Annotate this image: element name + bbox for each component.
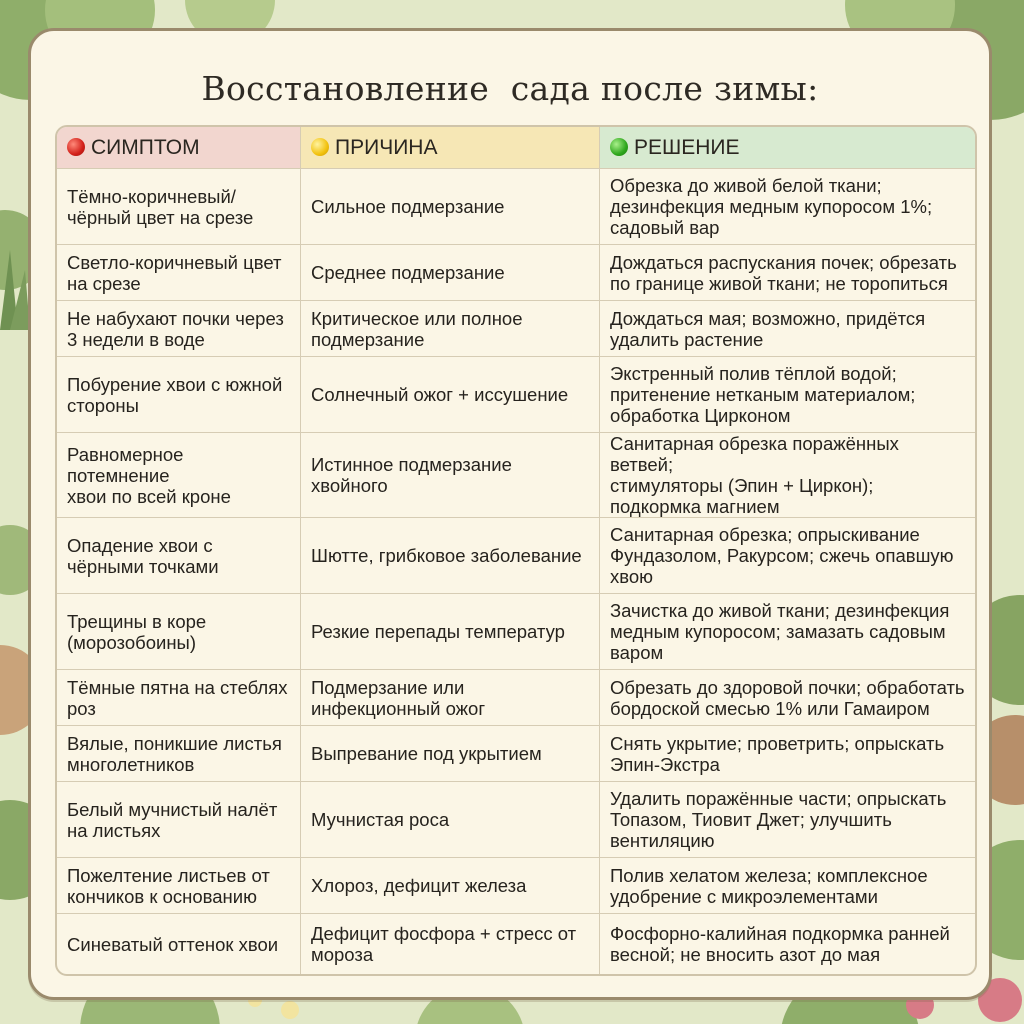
green-circle-icon bbox=[610, 138, 628, 156]
solution-text-line: Полив хелатом железа; комплексное bbox=[610, 864, 928, 886]
solution-text-line: подкормка магнием bbox=[610, 496, 780, 517]
symptom-text-line: роз bbox=[67, 697, 96, 719]
symptom-cell bbox=[57, 357, 301, 433]
cause-cell bbox=[301, 245, 600, 301]
cause-cell bbox=[301, 518, 600, 594]
symptom-text-line: на срезе bbox=[67, 272, 141, 294]
solution-text-line: хвою bbox=[610, 566, 654, 587]
solution-header-label: РЕШЕНИЕ bbox=[634, 135, 740, 159]
cause-text-line: инфекционный ожог bbox=[311, 697, 486, 719]
cause-text-line: Среднее подмерзание bbox=[311, 262, 505, 283]
cause-text-line: Сильное подмерзание bbox=[311, 196, 505, 217]
solution-cell bbox=[600, 169, 975, 245]
symptom-text-line: Опадение хвои с bbox=[67, 534, 213, 556]
solution-text-line: стимуляторы (Эпин + Циркон); bbox=[610, 475, 874, 496]
solution-cell bbox=[600, 357, 975, 433]
symptom-cell bbox=[57, 782, 301, 858]
symptom-cell bbox=[57, 169, 301, 245]
solution-cell bbox=[600, 782, 975, 858]
solution-text-line: удобрение с микроэлементами bbox=[610, 885, 878, 907]
solution-text-line: удалить растение bbox=[610, 328, 764, 350]
solution-text-line: Дождаться мая; возможно, придётся bbox=[610, 307, 926, 329]
symptom-cell bbox=[57, 594, 301, 670]
cause-cell bbox=[301, 782, 600, 858]
table-row bbox=[57, 726, 975, 782]
cause-text-line: Подмерзание или bbox=[311, 676, 465, 698]
table-row bbox=[57, 914, 975, 974]
solution-text-line: варом bbox=[610, 642, 664, 663]
solution-text-line: Снять укрытие; проветрить; опрыскать bbox=[610, 732, 945, 754]
table-row bbox=[57, 594, 975, 670]
symptom-text-line: Трещины в коре bbox=[67, 610, 207, 632]
symptom-text-line: Вялые, поникшие листья bbox=[67, 732, 282, 754]
solution-text-line: весной; не вносить азот до мая bbox=[610, 944, 881, 965]
symptom-text-line: на листьях bbox=[67, 819, 161, 841]
solution-text-line: Удалить поражённые части; опрыскать bbox=[610, 788, 947, 809]
symptom-text-line: многолетников bbox=[67, 753, 195, 775]
table-row bbox=[57, 357, 975, 433]
symptom-text-line: Тёмно-коричневый/ bbox=[67, 185, 236, 207]
symptom-text-line: Синеватый оттенок хвои bbox=[67, 933, 279, 955]
yellow-circle-icon bbox=[311, 138, 329, 156]
solution-text-line: Экстренный полив тёплой водой; bbox=[610, 363, 897, 384]
cause-cell bbox=[301, 858, 600, 914]
table-row bbox=[57, 169, 975, 245]
solution-text-line: обработка Цирконом bbox=[610, 405, 791, 426]
solution-text-line: дезинфекция медным купоросом 1%; bbox=[610, 196, 933, 217]
symptom-column-header bbox=[57, 127, 301, 169]
cause-cell bbox=[301, 301, 600, 357]
cause-cell bbox=[301, 433, 600, 518]
symptom-text-line: 3 недели в воде bbox=[67, 328, 205, 350]
symptom-cell bbox=[57, 914, 301, 974]
page-title: Восстановление сада после зимы: bbox=[201, 69, 819, 108]
cause-header-label: ПРИЧИНА bbox=[335, 135, 438, 159]
solution-text-line: медным купоросом; замазать садовым bbox=[610, 621, 946, 642]
cause-text-line: Выпревание под укрытием bbox=[311, 743, 542, 764]
cause-text-line: мороза bbox=[311, 944, 374, 965]
solution-cell bbox=[600, 245, 975, 301]
symptom-cell bbox=[57, 518, 301, 594]
solution-text-line: Обрезать до здоровой почки; обработать bbox=[610, 676, 965, 698]
solution-cell bbox=[600, 301, 975, 357]
cause-text-line: подмерзание bbox=[311, 328, 425, 350]
cause-text-line: Мучнистая роса bbox=[311, 809, 450, 830]
solution-cell bbox=[600, 914, 975, 974]
cause-cell bbox=[301, 169, 600, 245]
table-row bbox=[57, 518, 975, 594]
solution-text-line: Эпин-Экстра bbox=[610, 753, 720, 775]
table-row bbox=[57, 433, 975, 518]
table-row bbox=[57, 670, 975, 726]
solution-cell bbox=[600, 594, 975, 670]
solution-cell bbox=[600, 670, 975, 726]
solution-cell bbox=[600, 518, 975, 594]
symptom-text-line: кончиков к основанию bbox=[67, 885, 257, 907]
solution-cell bbox=[600, 433, 975, 518]
symptom-cell bbox=[57, 301, 301, 357]
symptom-text-line: Пожелтение листьев от bbox=[67, 864, 270, 886]
solution-text-line: по границе живой ткани; не торопиться bbox=[610, 272, 948, 294]
symptom-cell bbox=[57, 726, 301, 782]
cause-text-line: Солнечный ожог + иссушение bbox=[311, 384, 569, 405]
solution-text-line: бордоской смесью 1% или Гамаиром bbox=[610, 697, 930, 719]
symptom-text-line: (морозобоины) bbox=[67, 631, 196, 653]
table-row bbox=[57, 245, 975, 301]
cause-cell bbox=[301, 914, 600, 974]
cause-text-line: Резкие перепады температур bbox=[311, 621, 565, 642]
cause-column-header bbox=[301, 127, 600, 169]
cause-cell bbox=[301, 594, 600, 670]
solution-text-line: Фосфорно-калийная подкормка ранней bbox=[610, 923, 950, 944]
cause-text-line: Истинное подмерзание хвойного bbox=[311, 454, 512, 496]
solution-text-line: Санитарная обрезка поражённых ветвей; bbox=[610, 433, 899, 475]
cause-text-line: Шютте, грибковое заболевание bbox=[311, 545, 582, 566]
symptom-text-line: Равномерное потемнение bbox=[67, 443, 184, 486]
solution-text-line: вентиляцию bbox=[610, 830, 715, 851]
table-row bbox=[57, 858, 975, 914]
cause-text-line: Хлороз, дефицит железа bbox=[311, 875, 527, 896]
symptom-text-line: Белый мучнистый налёт bbox=[67, 798, 278, 820]
table-row bbox=[57, 782, 975, 858]
cause-text-line: Критическое или полное bbox=[311, 307, 523, 329]
garden-recovery-table bbox=[55, 125, 977, 976]
solution-cell bbox=[600, 726, 975, 782]
symptom-cell bbox=[57, 245, 301, 301]
cause-cell bbox=[301, 670, 600, 726]
symptom-text-line: Тёмные пятна на стеблях bbox=[67, 676, 288, 698]
symptom-cell bbox=[57, 858, 301, 914]
symptom-cell bbox=[57, 433, 301, 518]
symptom-text-line: Не набухают почки через bbox=[67, 307, 284, 329]
symptom-text-line: стороны bbox=[67, 394, 139, 416]
solution-text-line: садовый вар bbox=[610, 217, 720, 238]
symptom-cell bbox=[57, 670, 301, 726]
solution-column-header bbox=[600, 127, 975, 169]
content-card bbox=[28, 28, 992, 1000]
symptom-text-line: чёрный цвет на срезе bbox=[67, 206, 254, 228]
solution-text-line: Зачистка до живой ткани; дезинфекция bbox=[610, 600, 950, 621]
symptom-text-line: Побурение хвои с южной bbox=[67, 373, 283, 395]
cause-text-line: Дефицит фосфора + стресс от bbox=[311, 923, 577, 944]
solution-text-line: Фундазолом, Ракурсом; сжечь опавшую bbox=[610, 545, 954, 566]
table-row bbox=[57, 301, 975, 357]
cause-cell bbox=[301, 726, 600, 782]
red-circle-icon bbox=[67, 138, 85, 156]
solution-text-line: Обрезка до живой белой ткани; bbox=[610, 175, 882, 196]
table-header-row bbox=[57, 127, 975, 169]
symptom-text-line: чёрными точками bbox=[67, 555, 219, 577]
solution-cell bbox=[600, 858, 975, 914]
cause-cell bbox=[301, 357, 600, 433]
symptom-header-label: СИМПТОМ bbox=[91, 135, 200, 159]
symptom-text-line: хвои по всей кроне bbox=[67, 485, 231, 507]
solution-text-line: Топазом, Тиовит Джет; улучшить bbox=[610, 809, 892, 830]
solution-text-line: притенение нетканым материалом; bbox=[610, 384, 916, 405]
symptom-text-line: Светло-коричневый цвет bbox=[67, 251, 282, 273]
solution-text-line: Дождаться распускания почек; обрезать bbox=[610, 251, 957, 273]
solution-text-line: Санитарная обрезка; опрыскивание bbox=[610, 524, 920, 545]
